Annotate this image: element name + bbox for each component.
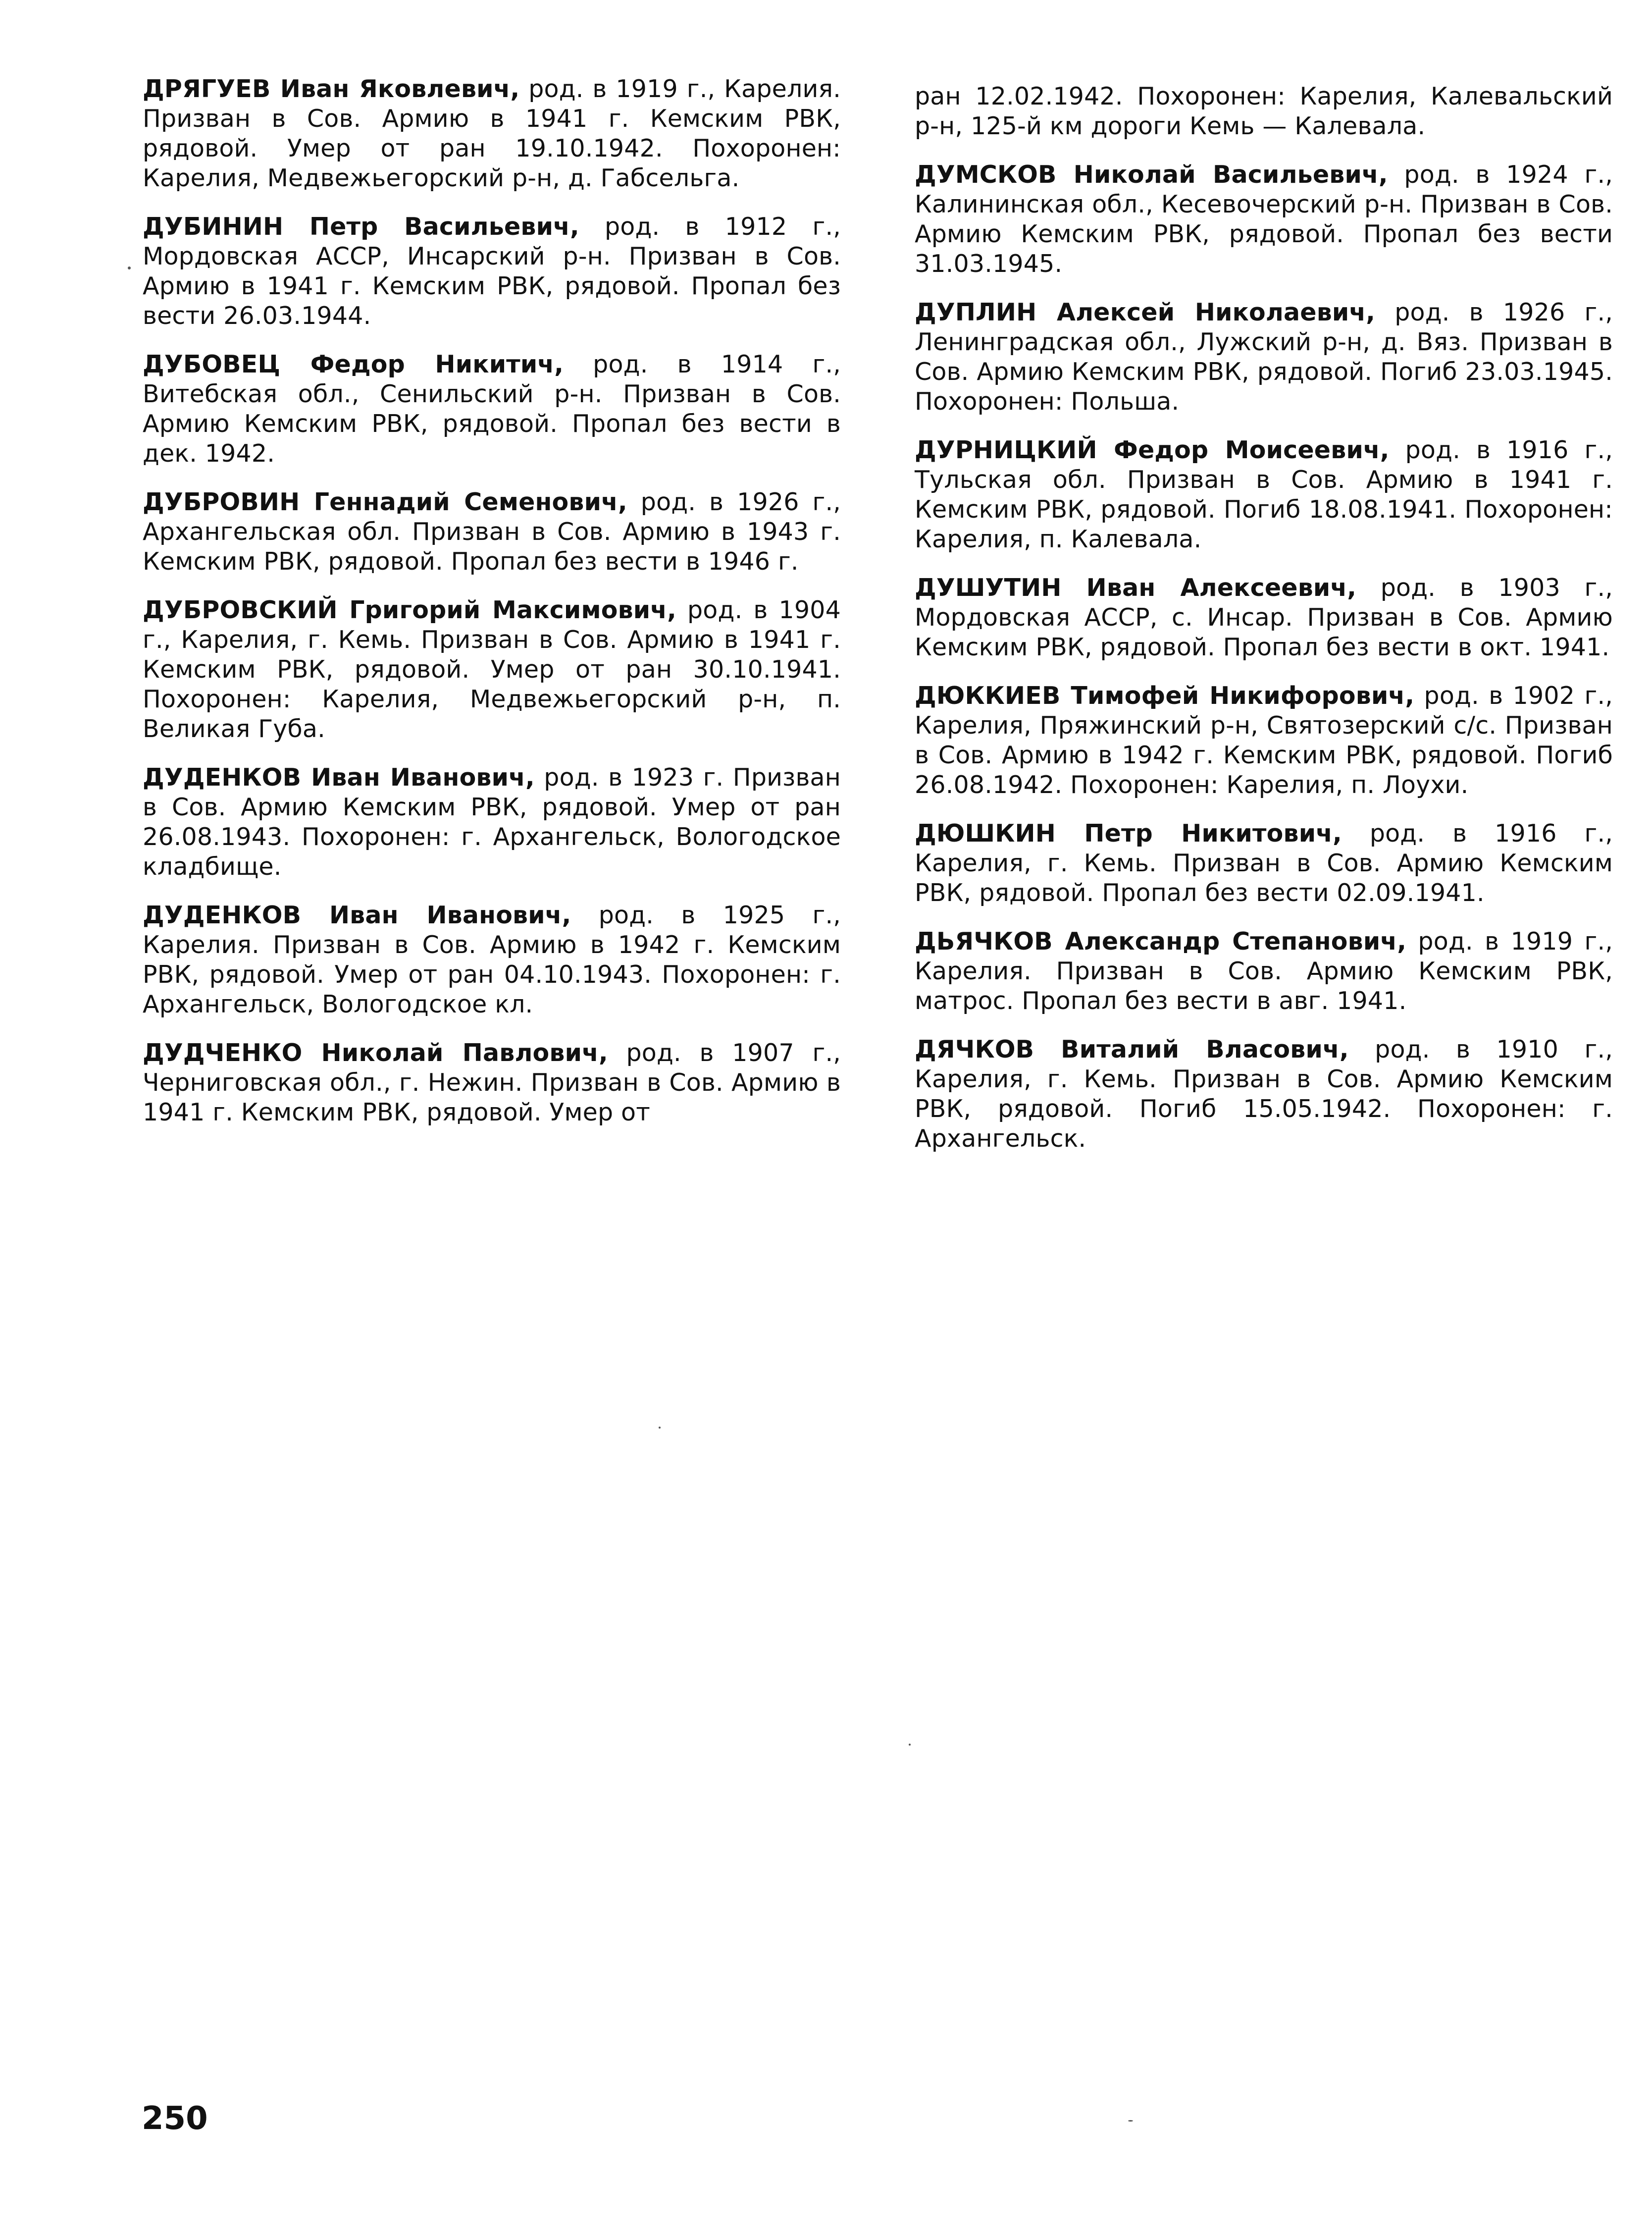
entry xyxy=(143,901,841,1019)
entry-text: род. в 1903 г., Мордовская АССР, с. Инсар. Призван в Сов. Армию Кемским РВК, рядовой. Пропал без вести в окт. 1941. xyxy=(915,574,1613,661)
entry-text: род. в 1924 г., Калининская обл., Кесевочерский р-н. Призван в Сов. Армию Кемским РВК, рядовой. Пропал без вести 31.03.1945. xyxy=(915,160,1613,278)
entry xyxy=(143,74,841,193)
entry xyxy=(915,681,1613,800)
entry xyxy=(915,819,1613,908)
entry-name: ДУРНИЦКИЙ Федор Моисеевич, xyxy=(915,436,1390,464)
entry-continuation xyxy=(915,82,1613,141)
entry xyxy=(143,595,841,744)
entry-text: род. в 1919 г., Карелия. Призван в Сов. Армию в 1941 г. Кемским РВК, рядовой. Умер от ран 19.10.1942. Похоронен: Карелия, Медвежьегорский р-н, д. Габсельга. xyxy=(143,75,841,192)
entry xyxy=(143,763,841,882)
entry-name: ДУБИНИН Петр Васильевич, xyxy=(143,213,579,241)
entry-text: род. в 1914 г., Витебская обл., Сенильский р-н. Призван в Сов. Армию Кемским РВК, рядовой. Пропал без вести в дек. 1942. xyxy=(143,350,841,468)
entry-name: ДЬЯЧКОВ Александр Степанович, xyxy=(915,927,1407,956)
entry-text: род. в 1923 г. Призван в Сов. Армию Кемским РВК, рядовой. Умер от ран 26.08.1943. Похоронен: г. Архангельск, Вологодское кладбище. xyxy=(143,763,841,881)
entry-name: ДЮККИЕВ Тимофей Никифорович, xyxy=(915,682,1415,710)
entry-name: ДУБОВЕЦ Федор Никитич, xyxy=(143,350,564,378)
entry xyxy=(143,1038,841,1127)
scan-speck xyxy=(128,266,131,269)
entry-name: ДУБРОВИН Геннадий Семенович, xyxy=(143,488,627,516)
entry-name: ДУМСКОВ Николай Васильевич, xyxy=(915,160,1388,189)
entry xyxy=(915,1035,1613,1154)
entry-text: род. в 1926 г., Ленинградская обл., Лужский р-н, д. Вяз. Призван в Сов. Армию Кемским РВК, рядовой. Погиб 23.03.1945. Похоронен: Польша. xyxy=(915,298,1613,416)
entry-name: ДУПЛИН Алексей Николаевич, xyxy=(915,298,1376,326)
entry xyxy=(915,927,1613,1016)
left-column xyxy=(143,74,841,1146)
scan-speck xyxy=(909,1744,911,1746)
entry-text: род. в 1907 г., Черниговская обл., г. Нежин. Призван в Сов. Армию в 1941 г. Кемским РВК, рядовой. Умер от xyxy=(143,1039,841,1126)
scan-speck xyxy=(1128,2120,1133,2122)
entry-text: ран 12.02.1942. Похоронен: Карелия, Калевальский р-н, 125-й км дороги Кемь — Калевала. xyxy=(915,82,1613,140)
right-column xyxy=(915,82,1613,1172)
entry xyxy=(143,350,841,469)
entry-text: род. в 1904 г., Карелия, г. Кемь. Призван в Сов. Армию в 1941 г. Кемским РВК, рядовой. Умер от ран 30.10.1941. Похоронен: Карелия, Медвежьегорский р-н, п. Великая Губа. xyxy=(143,596,841,743)
entry xyxy=(143,212,841,331)
entry-name: ДЯЧКОВ Виталий Власович, xyxy=(915,1035,1349,1064)
entry-name: ДУБРОВСКИЙ Григорий Максимович, xyxy=(143,596,676,624)
entry-name: ДЮШКИН Петр Никитович, xyxy=(915,819,1342,848)
entry-text: род. в 1926 г., Архангельская обл. Призван в Сов. Армию в 1943 г. Кемским РВК, рядовой. Пропал без вести в 1946 г. xyxy=(143,488,841,576)
entry-text: род. в 1919 г., Карелия. Призван в Сов. Армию Кемским РВК, матрос. Пропал без вести в авг. 1941. xyxy=(915,927,1613,1015)
entry-text: род. в 1925 г., Карелия. Призван в Сов. Армию в 1942 г. Кемским РВК, рядовой. Умер от ран 04.10.1943. Похоронен: г. Архангельск, Вологодское кл. xyxy=(143,901,841,1018)
entry xyxy=(915,160,1613,279)
entry-text: род. в 1916 г., Карелия, г. Кемь. Призван в Сов. Армию Кемским РВК, рядовой. Пропал без вести 02.09.1941. xyxy=(915,819,1613,907)
entry-text: род. в 1916 г., Тульская обл. Призван в Сов. Армию в 1941 г. Кемским РВК, рядовой. Погиб 18.08.1941. Похоронен: Карелия, п. Калевала. xyxy=(915,436,1613,553)
entry-name: ДУДЕНКОВ Иван Иванович, xyxy=(143,763,535,792)
entry xyxy=(915,298,1613,417)
entry-name: ДУДЕНКОВ Иван Иванович, xyxy=(143,901,571,929)
entry xyxy=(143,487,841,577)
entry xyxy=(915,573,1613,662)
entry-name: ДУШУТИН Иван Алексеевич, xyxy=(915,574,1357,602)
entry-text: род. в 1912 г., Мордовская АССР, Инсарский р-н. Призван в Сов. Армию в 1941 г. Кемским РВК, рядовой. Пропал без вести 26.03.1944. xyxy=(143,213,841,330)
page-number: 250 xyxy=(142,2100,208,2137)
scan-speck xyxy=(659,1427,661,1429)
entry-text: род. в 1902 г., Карелия, Пряжинский р-н, Святозерский с/с. Призван в Сов. Армию в 1942 г. Кемским РВК, рядовой. Погиб 26.08.1942. Похоронен: Карелия, п. Лоухи. xyxy=(915,682,1613,799)
entry xyxy=(915,435,1613,554)
entry-name: ДРЯГУЕВ Иван Яковлевич, xyxy=(143,75,520,103)
entry-text: род. в 1910 г., Карелия, г. Кемь. Призван в Сов. Армию Кемским РВК, рядовой. Погиб 15.05.1942. Похоронен: г. Архангельск. xyxy=(915,1035,1613,1153)
entry-name: ДУДЧЕНКО Николай Павлович, xyxy=(143,1039,608,1067)
